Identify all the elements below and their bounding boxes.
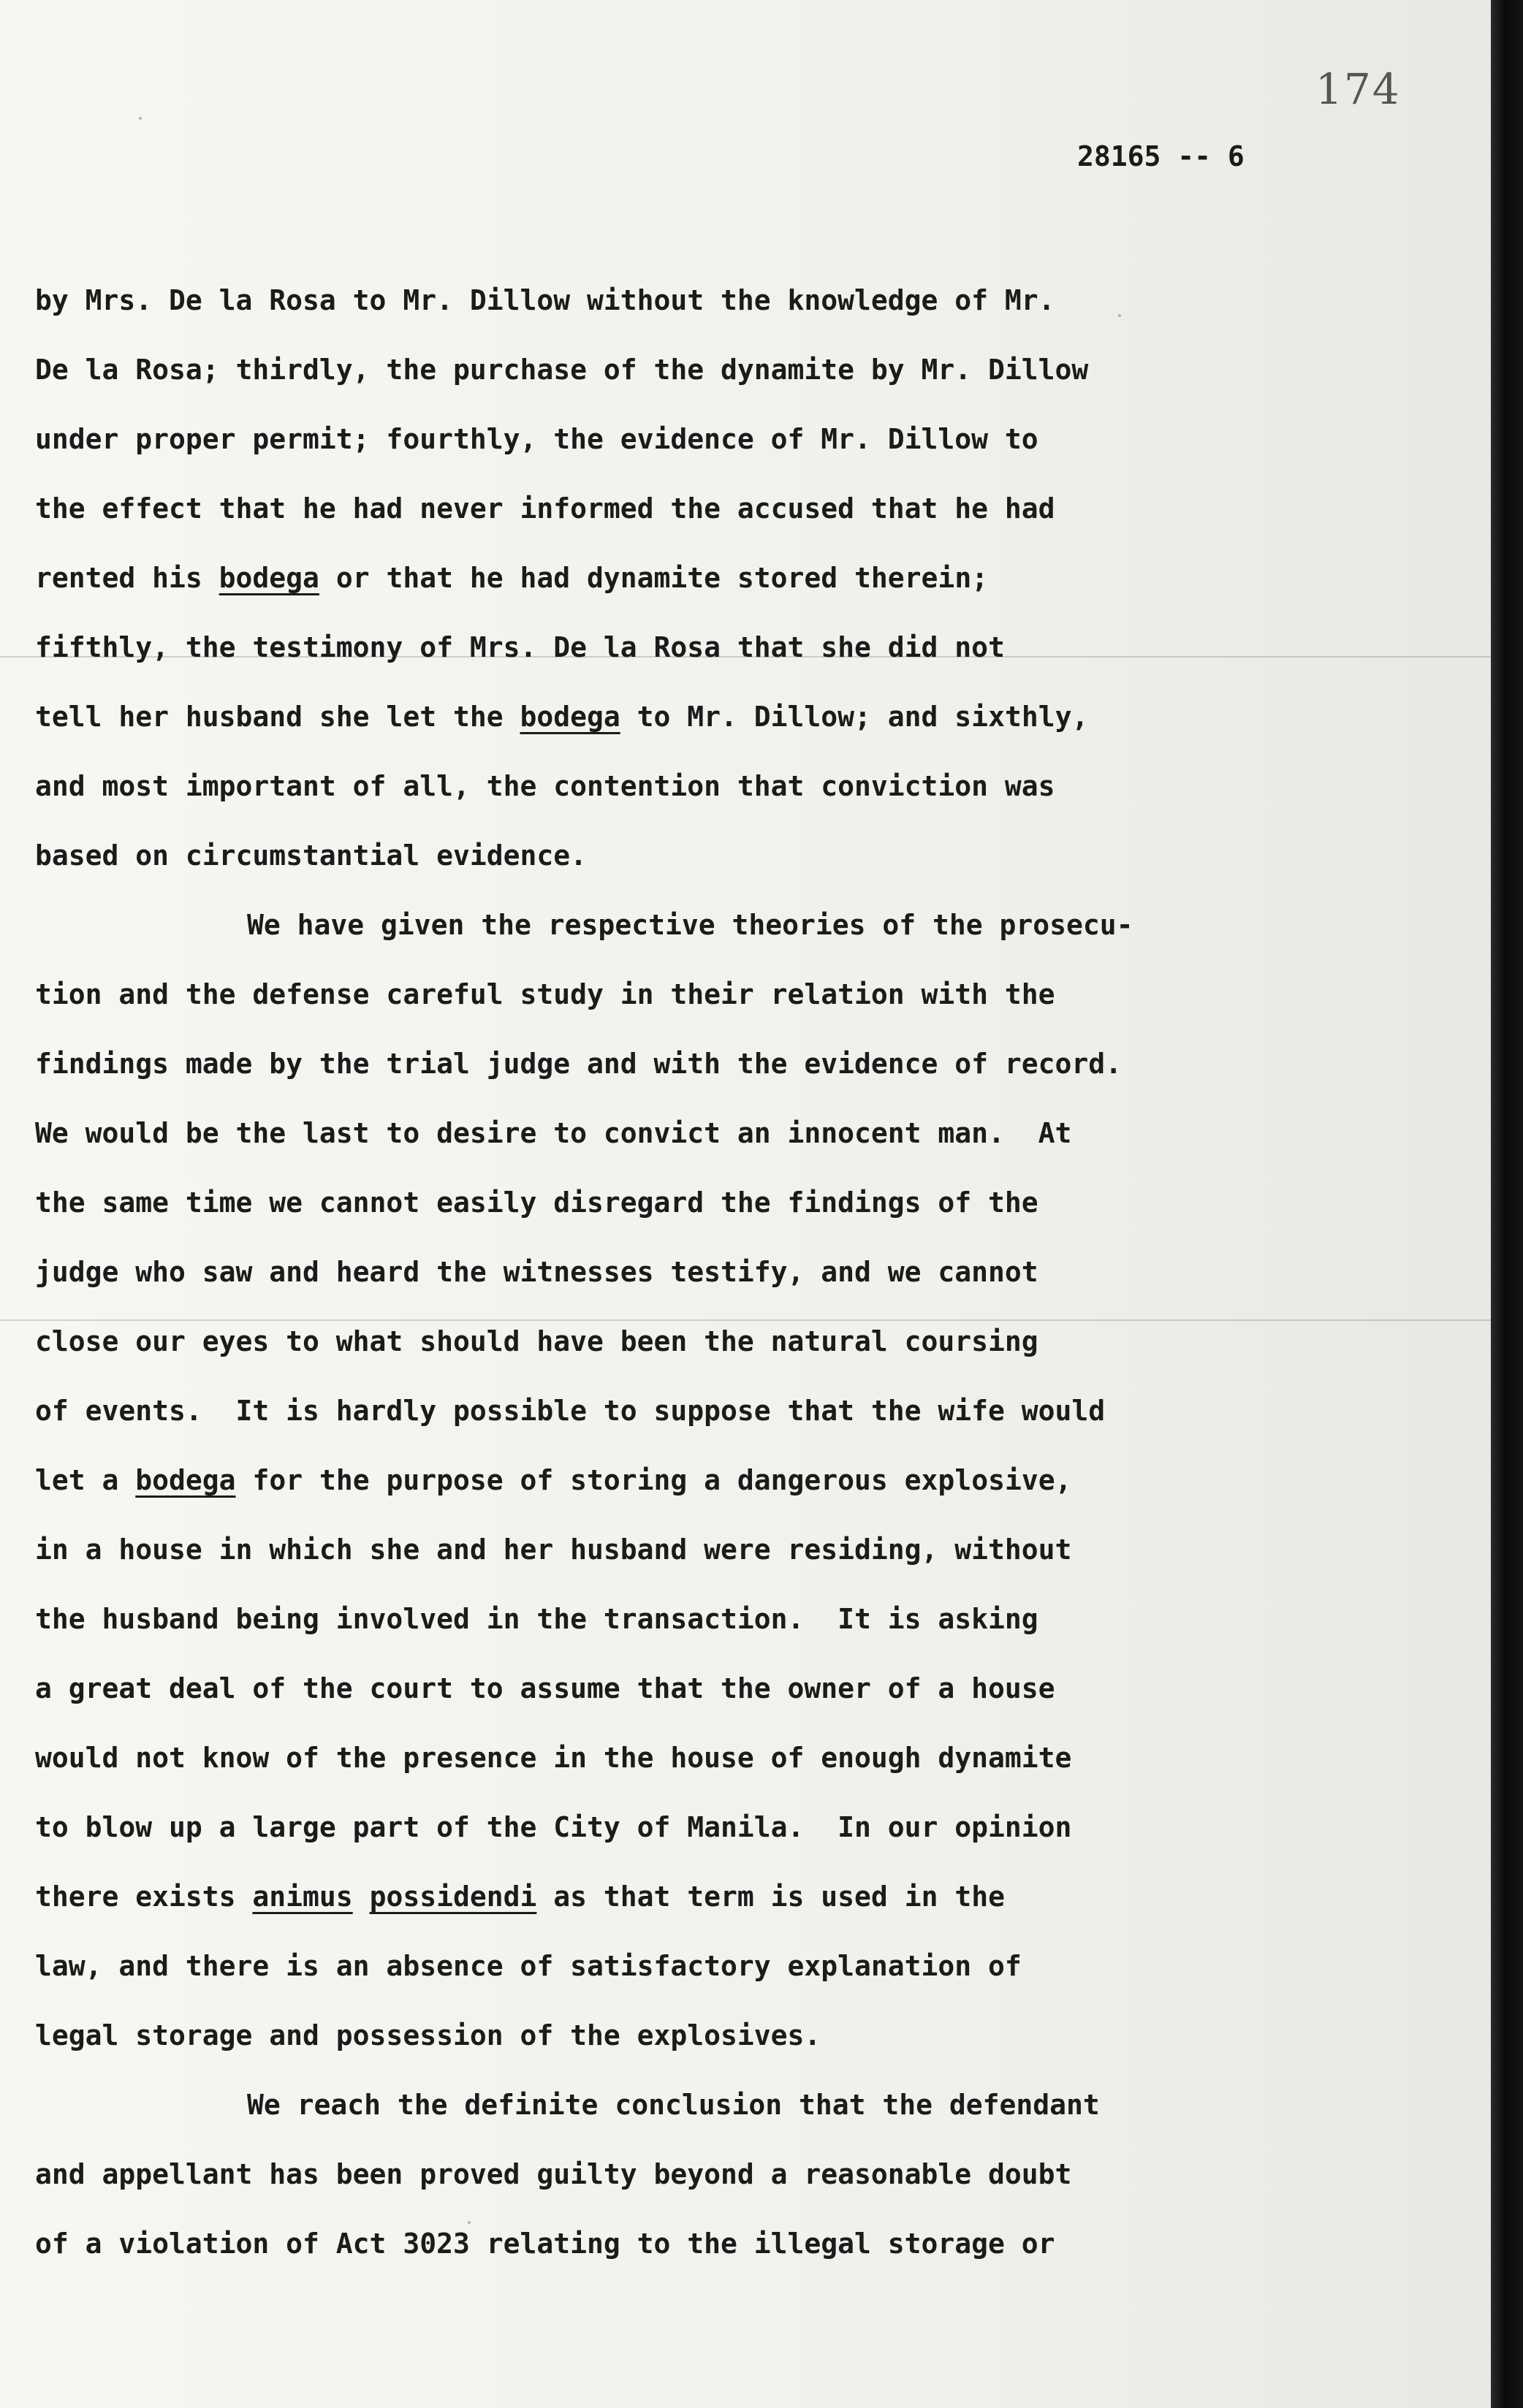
scan-edge-shadow [1491,0,1523,2408]
text-line: close our eyes to what should have been the natural coursing [35,1325,1038,1357]
text-line: the husband being involved in the transaction. It is asking [35,1603,1038,1635]
paragraph-start-line: We have given the respective theories of the prosecu- [247,909,1133,941]
text-line: in a house in which she and her husband were residing, without [35,1533,1072,1566]
text-line: to blow up a large part of the City of Manila. In our opinion [35,1811,1072,1843]
text-line: We would be the last to desire to convict an innocent man. At [35,1117,1072,1149]
text-segment: for the purpose of storing a dangerous explosive, [235,1464,1072,1496]
text-line: of a violation of Act 3023 relating to the illegal storage or [35,2228,1055,2260]
text-segment [353,1881,370,1913]
text-line: and appellant has been proved guilty beyond a reasonable doubt [35,2158,1072,2190]
text-line: under proper permit; fourthly, the evidence of Mr. Dillow to [35,423,1038,455]
text-segment: there exists [35,1881,253,1913]
text-line: by Mrs. De la Rosa to Mr. Dillow without the knowledge of Mr. [35,284,1055,316]
text-segment: as that term is used in the [536,1881,1005,1913]
text-line: De la Rosa; thirdly, the purchase of the dynamite by Mr. Dillow [35,354,1089,386]
text-line: tion and the defense careful study in their relation with the [35,978,1055,1010]
underlined-term: bodega [219,562,319,594]
document-body [35,266,1424,2279]
paragraph-start-line: We reach the definite conclusion that the defendant [247,2089,1100,2121]
text-line: legal storage and possession of the explosives. [35,2019,821,2051]
underlined-term: bodega [520,701,620,733]
text-segment: rented his [35,562,219,594]
text-line: a great deal of the court to assume that the owner of a house [35,1672,1055,1704]
text-line: based on circumstantial evidence. [35,839,587,872]
text-line [35,544,1424,613]
text-line: fifthly, the testimony of Mrs. De la Rosa that she did not [35,631,1005,663]
text-line: law, and there is an absence of satisfactory explanation of [35,1950,1022,1982]
text-segment: let a [35,1464,136,1496]
text-segment: tell her husband she let the [35,701,520,733]
text-line [35,1862,1424,1932]
text-line [35,1446,1424,1515]
page-number: 174 [1315,64,1401,114]
scan-speck [139,117,142,120]
text-line: the effect that he had never informed the accused that he had [35,492,1055,525]
text-line: and most important of all, the contention that conviction was [35,770,1055,802]
underlined-term: animus [252,1881,353,1913]
text-line: findings made by the trial judge and with the evidence of record. [35,1048,1123,1080]
text-line [35,682,1424,752]
underlined-term: bodega [135,1464,236,1496]
text-segment: or that he had dynamite stored therein; [319,562,989,594]
text-segment: to Mr. Dillow; and sixthly, [620,701,1089,733]
text-line: would not know of the presence in the house of enough dynamite [35,1742,1072,1774]
case-reference: 28165 -- 6 [1077,140,1245,172]
text-line: the same time we cannot easily disregard the findings of the [35,1186,1038,1219]
text-line: of events. It is hardly possible to suppose that the wife would [35,1395,1106,1427]
underlined-term: possidendi [369,1881,537,1913]
text-line: judge who saw and heard the witnesses testify, and we cannot [35,1256,1038,1288]
